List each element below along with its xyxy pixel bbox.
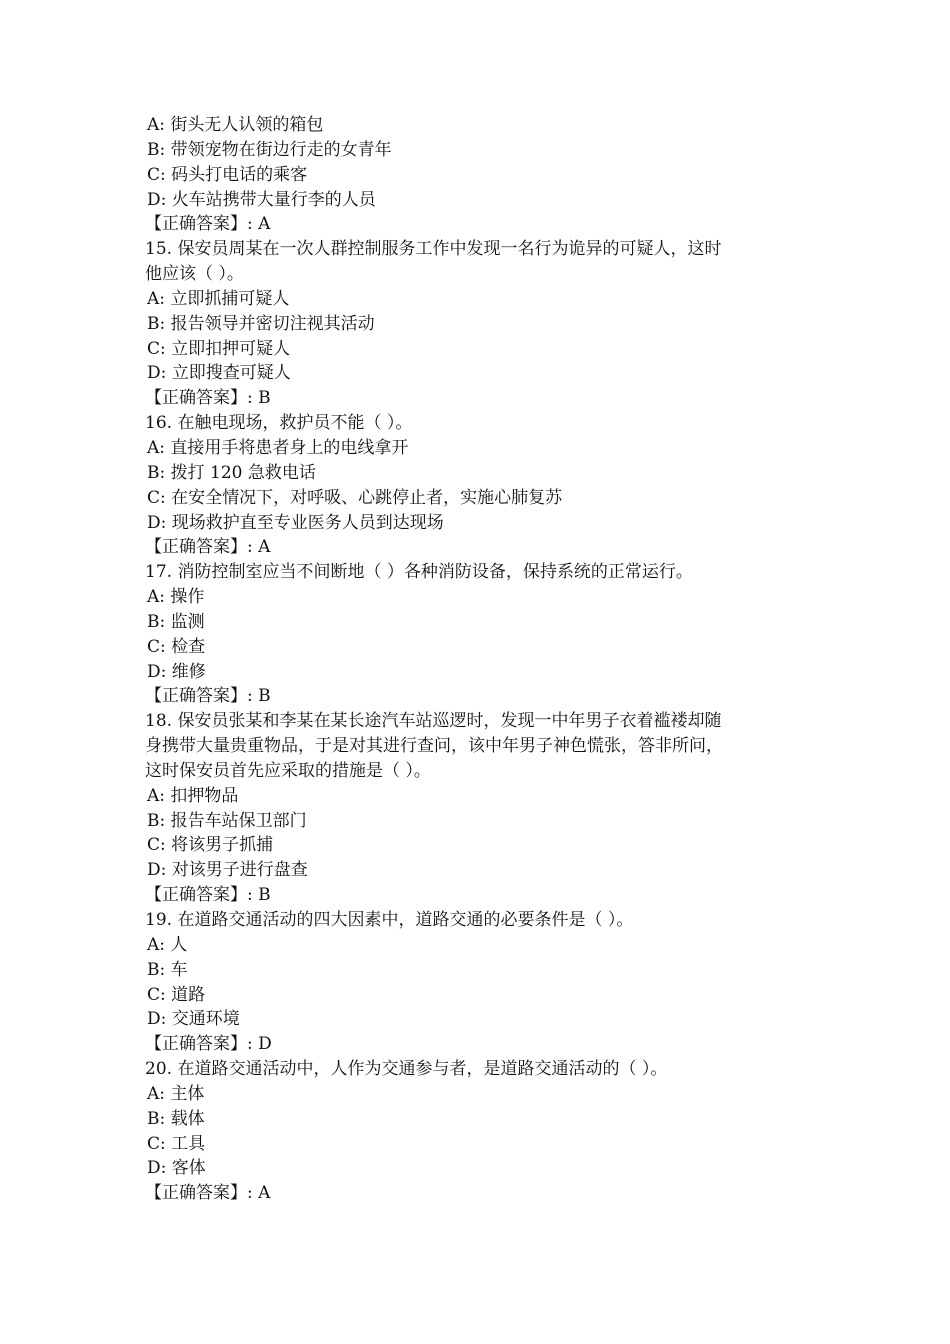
question-16 bbox=[145, 411, 805, 560]
answer-line: 【正确答案】: A bbox=[145, 537, 271, 558]
option-a: A: 立即抓捕可疑人 bbox=[147, 288, 290, 309]
option-a: A: 街头无人认领的箱包 bbox=[147, 115, 324, 135]
question-19 bbox=[145, 908, 805, 1057]
option-a: A: 人 bbox=[147, 934, 188, 955]
question-18 bbox=[145, 709, 805, 908]
answer-line: 【正确答案】: D bbox=[145, 1034, 272, 1055]
option-d: D: 火车站携带大量行李的人员 bbox=[147, 189, 376, 210]
option-c: C: 工具 bbox=[147, 1133, 206, 1154]
option-c: C: 码头打电话的乘客 bbox=[147, 164, 308, 185]
option-b: B: 报告车站保卫部门 bbox=[147, 810, 307, 831]
question-stem: 19. 在道路交通活动的四大因素中，道路交通的必要条件是（ ）。 bbox=[145, 910, 634, 930]
option-b: B: 拨打 120 急救电话 bbox=[147, 462, 316, 483]
question-stem: 18. 保安员张某和李某在某长途汽车站巡逻时，发现一中年男子衣着褴褛却随 bbox=[145, 711, 722, 732]
question-17 bbox=[145, 560, 805, 709]
question-stem: 身携带大量贵重物品，于是对其进行查问，该中年男子神色慌张，答非所问， bbox=[145, 736, 723, 757]
option-b: B: 载体 bbox=[147, 1108, 205, 1129]
answer-line: 【正确答案】: B bbox=[145, 686, 271, 707]
option-c: C: 在安全情况下，对呼吸、心跳停止者，实施心肺复苏 bbox=[147, 487, 563, 508]
option-a: A: 操作 bbox=[147, 587, 205, 608]
option-c: C: 立即扣押可疑人 bbox=[147, 338, 291, 359]
option-d: D: 客体 bbox=[147, 1158, 206, 1179]
option-b: B: 带领宠物在街边行走的女青年 bbox=[147, 139, 392, 160]
option-b: B: 报告领导并密切注视其活动 bbox=[147, 313, 375, 334]
option-d: D: 对该男子进行盘查 bbox=[147, 860, 308, 881]
question-stem: 这时保安员首先应采取的措施是（ ）。 bbox=[145, 760, 431, 781]
question-stem: 17. 消防控制室应当不间断地（ ）各种消防设备，保持系统的正常运行。 bbox=[145, 562, 693, 583]
option-b: B: 车 bbox=[147, 959, 188, 980]
question-list bbox=[145, 113, 805, 1206]
option-d: D: 立即搜查可疑人 bbox=[147, 363, 291, 384]
answer-line: 【正确答案】: B bbox=[145, 885, 271, 906]
question-15 bbox=[145, 237, 805, 411]
option-a: A: 直接用手将患者身上的电线拿开 bbox=[147, 437, 409, 458]
answer-line: 【正确答案】: A bbox=[145, 214, 271, 235]
question-stem: 他应该（ ）。 bbox=[145, 264, 244, 285]
question-stem: 15. 保安员周某在一次人群控制服务工作中发现一名行为诡异的可疑人，这时 bbox=[145, 239, 722, 260]
question-20 bbox=[145, 1057, 805, 1206]
option-c: C: 检查 bbox=[147, 636, 206, 657]
answer-line: 【正确答案】: A bbox=[145, 1183, 271, 1204]
option-d: D: 现场救护直至专业医务人员到达现场 bbox=[147, 512, 444, 533]
option-d: D: 交通环境 bbox=[147, 1009, 240, 1030]
option-b: B: 监测 bbox=[147, 611, 205, 632]
option-c: C: 将该男子抓捕 bbox=[147, 835, 274, 856]
question-stem: 20. 在道路交通活动中，人作为交通参与者，是道路交通活动的（ ）。 bbox=[145, 1059, 668, 1080]
question-stem: 16. 在触电现场，救护员不能（ ）。 bbox=[145, 413, 413, 434]
answer-line: 【正确答案】: B bbox=[145, 388, 271, 409]
option-a: A: 主体 bbox=[147, 1083, 205, 1104]
option-a: A: 扣押物品 bbox=[147, 785, 239, 806]
option-d: D: 维修 bbox=[147, 661, 206, 682]
option-c: C: 道路 bbox=[147, 984, 206, 1005]
